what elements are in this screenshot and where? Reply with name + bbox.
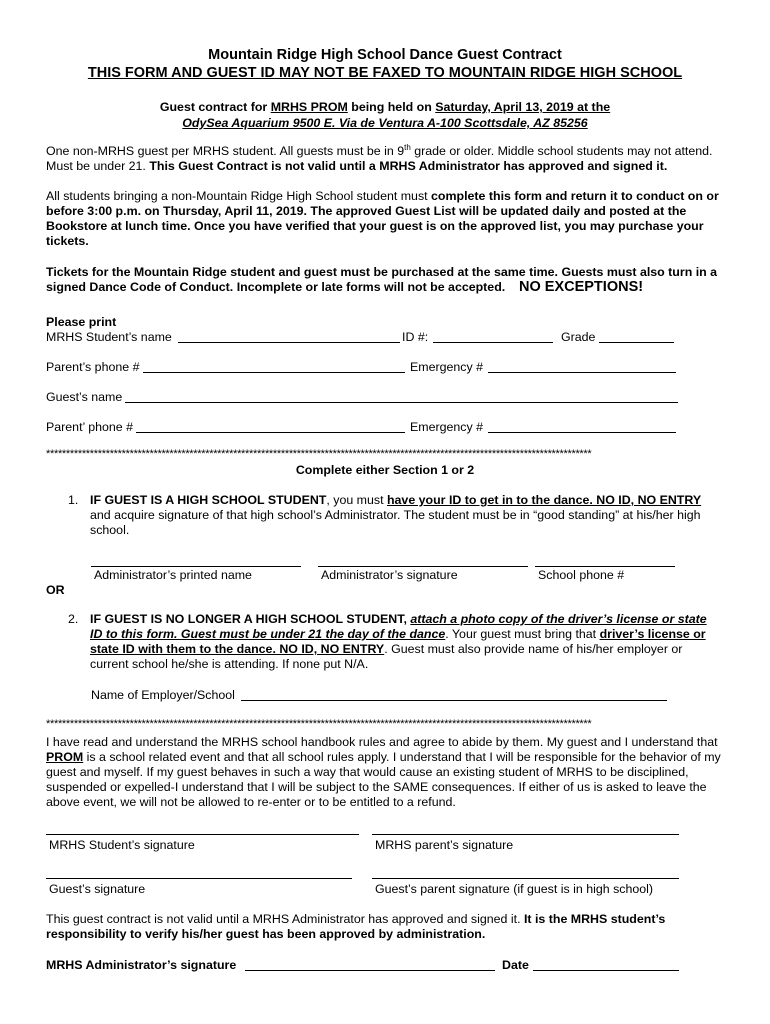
admin-signature-label: Administrator’s signature [321,568,458,582]
student-name-field[interactable] [178,342,400,343]
event-line [0,100,770,115]
guest-parent-signature-field[interactable] [372,878,679,879]
parents-phone-label: Parent’s phone # [46,360,140,374]
parent-signature-field[interactable] [372,834,679,835]
intro-paragraph-2 [46,189,726,249]
form-title: Mountain Ridge High School Dance Guest Contract [208,47,562,63]
s1-bold: IF GUEST IS A HIGH SCHOOL STUDENT [90,493,327,507]
intro-p2-text: All students bringing a non-Mountain Ridge High School student must [46,189,432,203]
intro-p1-text: One non-MRHS guest per MRHS student. All guests must be in 9 [46,144,405,158]
validity-note-bold: It is the MRHS student’s responsibility to verify his/her guest has been approved by administration. [46,912,666,941]
intro-p1-bold: This Guest Contract is not valid until a MRHS Administrator has approved and signed it. [149,159,668,173]
guests-name-label: Guest’s name [46,390,123,404]
agreement-text-2: is a school related event and that all school rules apply. I understand that I will be responsible for the behavior of my guest and myself. If my guest behaves in such a way that would cause an existing student of MRHS to be disciplined, suspended or expelled-I understand that I will be subject to the SAME consequences. If either of us is asked to leave the above event, we will not be allowed to re-enter or to be entitled to a refund. [46,750,721,809]
intro-p1-text2: grade or older. Middle school students may not attend. Must be under 21. [46,144,713,173]
id-field[interactable] [433,342,553,343]
school-phone-label: School phone # [538,568,625,582]
employer-field[interactable] [241,700,667,701]
validity-note [46,912,728,942]
s2-rest: . Guest must also provide name of his/her employer or current school he/she is attending. If none put N/A. [90,642,683,671]
section-1-number: 1. [68,493,79,507]
grade-label: Grade [561,330,596,344]
guest-parent-signature-label: Guest’s parent signature (if guest is in high school) [375,882,654,896]
section-2-text [90,612,722,672]
parents-phone-field[interactable] [143,372,405,373]
or-label: OR [46,583,65,597]
admin-printed-name-field[interactable] [91,566,301,567]
admin-printed-name-label: Administrator’s printed name [94,568,252,582]
event-name: MRHS PROM [270,100,348,114]
guest-signature-label: Guest’s signature [49,882,146,896]
intro-paragraph-1 [46,144,726,174]
emergency-field[interactable] [488,372,676,373]
event-location: OdySea Aquarium 9500 E. Via de Ventura A-100 Scottsdale, AZ 85256 [182,116,588,130]
validity-note-text: This guest contract is not valid until a MRHS Administrator has approved and signed it. [46,912,524,926]
s2-bold-italic: attach a photo copy of the driver’s license or state ID to this form. Guest must be under 21 the day of the dance [90,612,707,641]
no-exceptions: NO EXCEPTIONS! [519,279,644,295]
s1-rest: and acquire signature of that high school’s Administrator. The student must be in “good standing” at his/her high school. [90,508,701,537]
emergency2-label: Emergency # [410,420,484,434]
event-mid: being held on [347,100,436,114]
guests-name-field[interactable] [125,402,678,403]
date-field[interactable] [533,970,679,971]
s2-mid: . Your guest must bring that [445,627,600,641]
intro-p1-sup: th [404,142,411,152]
parent-phone2-field[interactable] [136,432,405,433]
employer-label: Name of Employer/School [91,688,235,702]
school-phone-field[interactable] [535,566,675,567]
agreement-paragraph [46,735,728,810]
agreement-text-1: I have read and understand the MRHS school handbook rules and agree to abide by them. My guest and I understand that [46,735,718,749]
section-1-text [90,493,720,538]
parent-phone2-label: Parent’ phone # [46,420,134,434]
admin-sig-field[interactable] [245,970,495,971]
divider-1: ***************************************************************************************************************************************** [46,448,592,460]
id-label: ID #: [402,330,429,344]
intro-p2-bold: complete this form and return it to conduct on or before 3:00 p.m. on Thursday, April 11, 2019. The approved Guest List will be updated daily and posted at the Bookstore at lunch time. Once you have verified that your guest is on the approved list, you may purchase your tickets. [46,189,719,248]
s2-bold: IF GUEST IS NO LONGER A HIGH SCHOOL STUDENT, [90,612,411,626]
agreement-prom: PROM [46,750,84,764]
event-date: Saturday, April 13, 2019 at the [435,100,611,114]
s1-mid: , you must [326,493,387,507]
form-subtitle: THIS FORM AND GUEST ID MAY NOT BE FAXED TO MOUNTAIN RIDGE HIGH SCHOOL [87,65,683,81]
section-2-number: 2. [68,612,79,626]
emergency2-field[interactable] [488,432,676,433]
sections-heading: Complete either Section 1 or 2 [295,463,475,477]
s1-bold-u: have your ID to get in to the dance. NO ID, NO ENTRY [386,493,702,507]
date-label: Date [502,958,529,972]
intro-p3-bold: Tickets for the Mountain Ridge student and guest must be purchased at the same time. Guests must also turn in a signed Dance Code of Conduct. Incomplete or late forms will not be accepted. [46,265,718,294]
grade-field[interactable] [599,342,674,343]
student-name-label: MRHS Student’s name [46,330,172,344]
s2-bold-u: driver’s license or state ID with them to the dance. NO ID, NO ENTRY [90,627,706,656]
emergency-label: Emergency # [410,360,484,374]
intro-paragraph-3 [46,265,726,295]
guest-signature-field[interactable] [46,878,352,879]
divider-2: ***************************************************************************************************************************************** [46,718,592,730]
parent-signature-label: MRHS parent’s signature [375,838,514,852]
admin-signature-field[interactable] [318,566,528,567]
student-signature-label: MRHS Student’s signature [49,838,195,852]
student-signature-field[interactable] [46,834,359,835]
please-print: Please print [46,315,117,329]
admin-sig-label: MRHS Administrator’s signature [46,958,237,972]
event-prefix: Guest contract for [159,100,271,114]
